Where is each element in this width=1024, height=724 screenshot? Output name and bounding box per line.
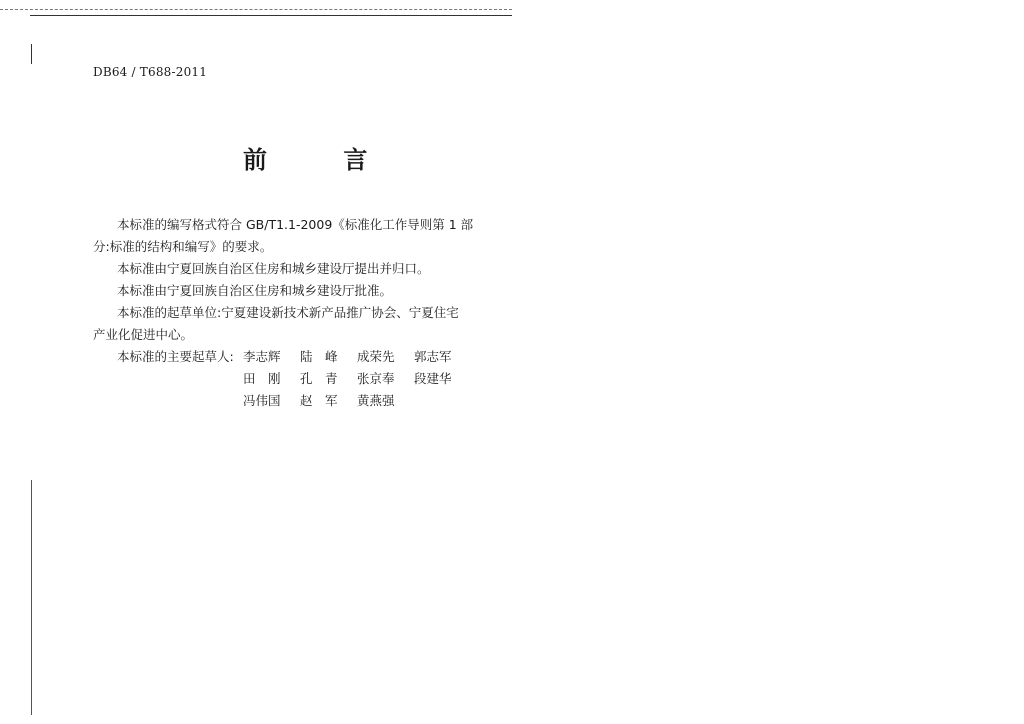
section-title: 前 言 [243,146,402,174]
scan-edge-top [0,9,512,10]
drafter-name: 李志辉 [243,349,281,364]
drafter-name: 赵 军 [300,393,338,408]
paragraph-1-line-2: 分:标准的结构和编写》的要求。 [93,239,273,254]
drafter-name: 张京奉 [357,371,395,386]
drafter-name: 成荣先 [357,349,395,364]
paragraph-3: 本标准由宁夏回族自治区住房和城乡建设厅批准。 [117,283,393,298]
drafters-row-1 [243,346,471,368]
scan-edge-left-mark [31,44,32,64]
document-code: DB64 / T688-2011 [93,65,208,79]
scan-edge-left-line [31,480,32,715]
paragraph-4-line-2: 产业化促进中心。 [93,327,194,342]
drafters-row-3 [243,390,414,412]
scan-edge-rule [30,15,512,16]
paragraph-1-line-1: 本标准的编写格式符合 GB/T1.1-2009《标准化工作导则第 1 部 [117,217,474,232]
drafter-name: 田 刚 [243,371,281,386]
drafter-name: 黄燕强 [357,393,395,408]
drafter-name: 冯伟国 [243,393,281,408]
drafter-name: 孔 青 [300,371,338,386]
drafter-name: 段建华 [414,371,452,386]
drafters-row-2 [243,368,471,390]
paragraph-2: 本标准由宁夏回族自治区住房和城乡建设厅提出并归口。 [117,261,430,276]
drafter-name: 陆 峰 [300,349,338,364]
paragraph-4-line-1: 本标准的起草单位:宁夏建设新技术新产品推广协会、宁夏住宅 [117,305,459,320]
drafters-label: 本标准的主要起草人: [117,349,234,364]
drafter-name: 郭志军 [414,349,452,364]
